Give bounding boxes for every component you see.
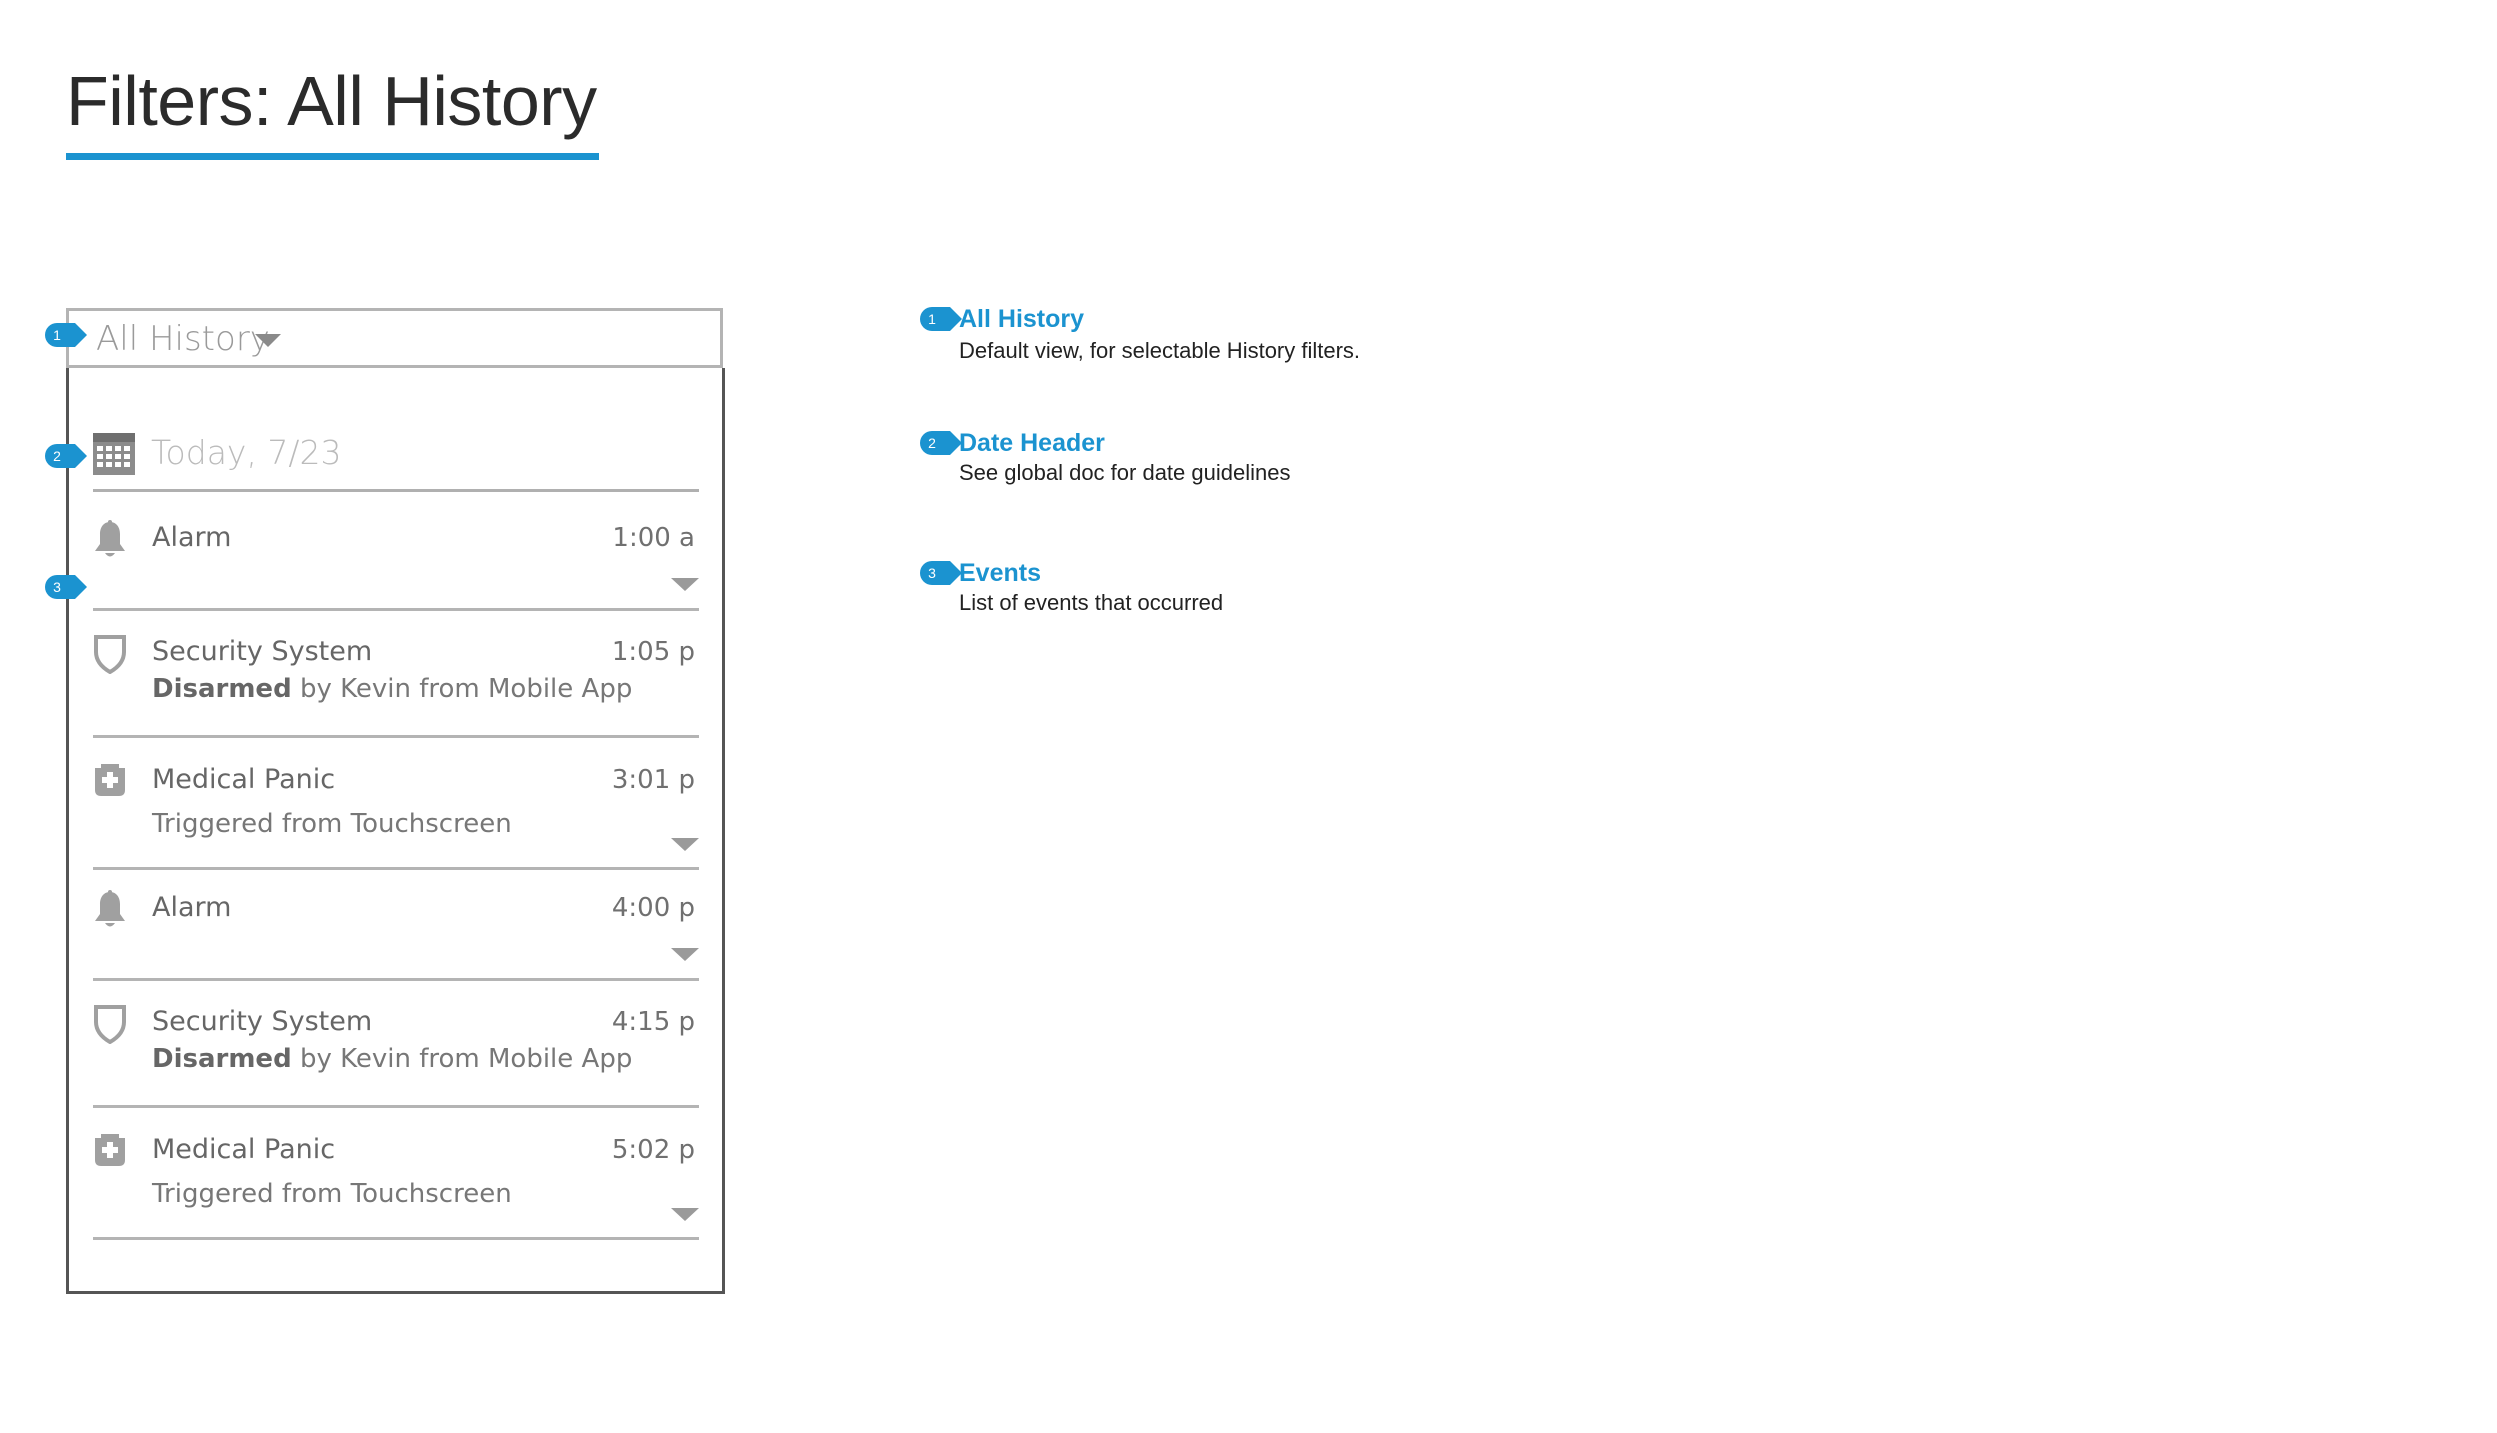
event-item-security-system[interactable] [93, 1004, 699, 1104]
event-item-medical-panic[interactable] [93, 1132, 699, 1232]
event-detail: Triggered from Touchscreen [152, 1179, 512, 1209]
event-item-security-system[interactable] [93, 634, 699, 734]
callout-marker-number: 3 [53, 579, 61, 595]
event-detail [152, 671, 632, 707]
medical-badge-icon [93, 762, 127, 802]
event-detail-text: by Kevin from Mobile App [291, 1044, 633, 1074]
expand-caret-icon[interactable] [671, 948, 699, 961]
bell-icon [93, 890, 127, 930]
date-header [93, 430, 699, 490]
annotation-title: Date Header [959, 429, 1105, 457]
annotation-date-header [920, 427, 1720, 497]
callout-marker-2 [45, 444, 87, 468]
event-detail [152, 1041, 632, 1077]
event-item-medical-panic[interactable] [93, 762, 699, 862]
event-divider [93, 735, 699, 738]
annotation-events [920, 557, 1720, 627]
callout-marker-number: 2 [53, 448, 61, 464]
shield-icon [93, 1004, 127, 1044]
event-title: Security System [152, 636, 373, 667]
event-title: Alarm [152, 892, 232, 923]
event-divider [93, 608, 699, 611]
event-title: Medical Panic [152, 1134, 336, 1165]
callout-marker-1 [920, 307, 962, 331]
callout-marker-number: 1 [928, 311, 936, 327]
annotation-title: All History [959, 305, 1085, 333]
callout-marker-number: 3 [928, 565, 936, 581]
callout-marker-3 [920, 561, 962, 585]
expand-caret-icon[interactable] [671, 838, 699, 851]
callout-marker-2 [920, 431, 962, 455]
event-divider [93, 1105, 699, 1108]
history-filter-dropdown[interactable] [66, 308, 723, 368]
expand-caret-icon[interactable] [671, 1208, 699, 1221]
shield-icon [93, 634, 127, 674]
title-underline [66, 153, 599, 160]
event-divider [93, 867, 699, 870]
bell-icon [93, 520, 127, 560]
event-detail: Triggered from Touchscreen [152, 809, 512, 839]
callout-marker-3 [45, 575, 87, 599]
annotation-all-history [920, 303, 1720, 373]
event-divider [93, 978, 699, 981]
event-time: 4:15 p [611, 1007, 695, 1037]
event-time: 1:00 a [612, 523, 695, 553]
annotation-description: Default view, for selectable History filters. [959, 338, 1361, 363]
callout-marker-number: 2 [928, 435, 936, 451]
event-title: Medical Panic [152, 764, 336, 795]
event-time: 1:05 p [611, 637, 695, 667]
expand-caret-icon[interactable] [671, 578, 699, 591]
medical-badge-icon [93, 1132, 127, 1172]
event-title: Alarm [152, 522, 232, 553]
history-filter-label: All History [96, 319, 270, 359]
event-time: 5:02 p [611, 1135, 695, 1165]
callout-marker-1 [45, 323, 87, 347]
date-divider [93, 489, 699, 492]
annotation-description: See global doc for date guidelines [959, 460, 1291, 485]
chevron-down-icon [255, 334, 281, 347]
event-time: 3:01 p [611, 765, 695, 795]
date-header-label: Today, 7/23 [151, 433, 342, 472]
event-divider [93, 1237, 699, 1240]
event-item-alarm[interactable] [93, 520, 699, 610]
calendar-icon [93, 433, 135, 475]
annotation-description: List of events that occurred [959, 590, 1224, 615]
event-detail-text: by Kevin from Mobile App [291, 674, 633, 704]
annotation-title: Events [959, 559, 1041, 587]
event-title: Security System [152, 1006, 373, 1037]
event-item-alarm[interactable] [93, 890, 699, 980]
event-detail-action: Disarmed [152, 1044, 292, 1074]
page-title: Filters: All History [66, 62, 597, 140]
event-detail-action: Disarmed [152, 674, 292, 704]
event-time: 4:00 p [611, 893, 695, 923]
callout-marker-number: 1 [53, 327, 61, 343]
